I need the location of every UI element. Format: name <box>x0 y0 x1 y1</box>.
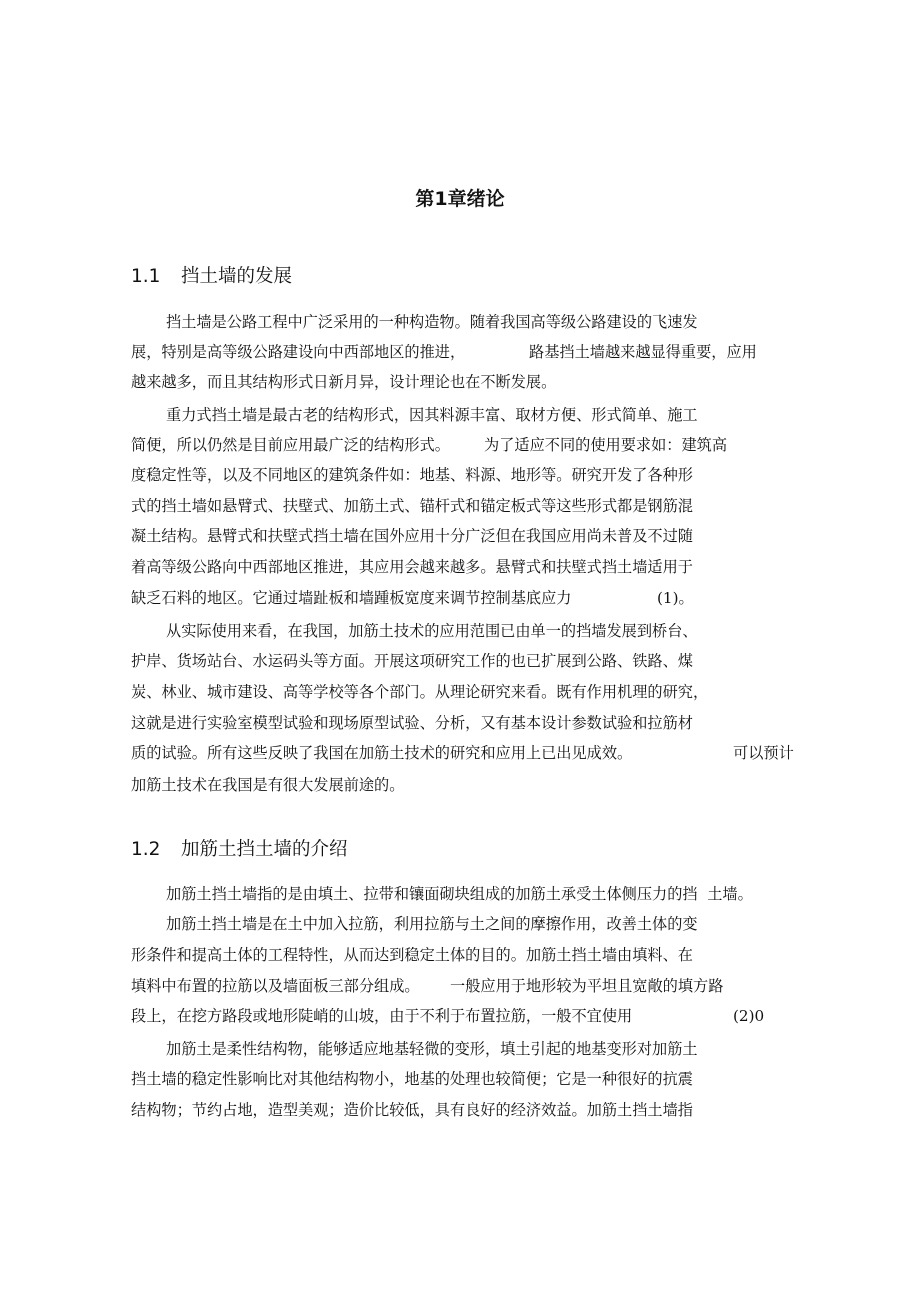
section-title: 加筋土挡土墙的介绍 <box>181 839 348 860</box>
paragraph-line: 从实际使用来看，在我国，加筋土技术的应用范围已由单一的挡墙发展到桥台、 <box>166 622 698 640</box>
paragraph-line: 路基挡土墙越来越显得重要，应用 <box>529 343 757 361</box>
paragraph-line: 填料中布置的拉筋以及墙面板三部分组成。 <box>131 977 420 995</box>
paragraph-line: 加筋土挡土墙是在土中加入拉筋，利用拉筋与土之间的摩擦作用，改善土体的变 <box>166 915 698 933</box>
paragraph-line: 加筋土挡土墙指的是由填土、拉带和镶面砌块组成的加筋土承受土体侧压力的挡 土墙。 <box>166 885 753 903</box>
paragraph-line: 一般应用于地形较为平坦且宽敞的填方路 <box>450 977 724 995</box>
paragraph-line: 度稳定性等，以及不同地区的建筑条件如：地基、料源、地形等。研究开发了各种形 <box>131 466 693 484</box>
citation: (2)0 <box>733 1007 765 1025</box>
paragraph-line: 越来越多，而且其结构形式日新月异，设计理论也在不断发展。 <box>131 373 557 391</box>
paragraph-line: 挡土墙是公路工程中广泛采用的一种构造物。随着我国高等级公路建设的飞速发 <box>166 313 698 331</box>
paragraph-line: 可以预计 <box>733 744 794 762</box>
paragraph-line: 着高等级公路向中西部地区推进，其应用会越来越多。悬臂式和扶壁式挡土墙适用于 <box>131 558 693 576</box>
paragraph-line: 简便，所以仍然是目前应用最广泛的结构形式。 <box>131 436 450 454</box>
paragraph-line: 护岸、货场站台、水运码头等方面。开展这项研究工作的也已扩展到公路、铁路、煤 <box>131 652 693 670</box>
paragraph-line: 炭、林业、城市建设、高等学校等各个部门。从理论研究来看。既有作用机理的研究， <box>131 683 709 701</box>
paragraph-line: 凝土结构。悬臂式和扶壁式挡土墙在国外应用十分广泛但在我国应用尚未普及不过随 <box>131 527 693 545</box>
citation: (1)。 <box>657 589 694 607</box>
paragraph-line: 形条件和提高土体的工程特性，从而达到稳定土体的目的。加筋土挡土墙由填料、在 <box>131 946 693 964</box>
paragraph-line: 质的试验。所有这些反映了我国在加筋土技术的研究和应用上已出见成效。 <box>131 744 633 762</box>
paragraph-line: 段上，在挖方路段或地形陡峭的山坡，由于不利于布置拉筋，一般不宜使用 <box>131 1007 633 1025</box>
section-number: 1.2 <box>131 839 161 860</box>
paragraph-line: 结构物；节约占地，造型美观；造价比较低，具有良好的经济效益。加筋土挡土墙指 <box>131 1101 693 1119</box>
paragraph-line: 重力式挡土墙是最古老的结构形式，因其料源丰富、取材方便、形式简单、施工 <box>166 406 698 424</box>
chapter-title: 第1章绪论 <box>415 188 505 210</box>
section-number: 1.1 <box>131 266 161 287</box>
section-title: 挡土墙的发展 <box>181 266 293 287</box>
paragraph-line: 挡土墙的稳定性影响比对其他结构物小，地基的处理也较简便；它是一种很好的抗震 <box>131 1070 693 1088</box>
paragraph-line: 缺乏石料的地区。它通过墙趾板和墙踵板宽度来调节控制基底应力 <box>131 589 572 607</box>
section-heading-1-1 <box>131 262 292 288</box>
paragraph-line: 这就是进行实验室模型试验和现场原型试验、分析，又有基本设计参数试验和拉筋材 <box>131 714 693 732</box>
paragraph-line: 加筋土技术在我国是有很大发展前途的。 <box>131 776 405 794</box>
section-heading-1-2 <box>131 835 348 861</box>
paragraph-line: 加筋土是柔性结构物，能够适应地基轻微的变形，填土引起的地基变形对加筋土 <box>166 1040 698 1058</box>
paragraph-line: 展，特别是高等级公路建设向中西部地区的推进， <box>131 343 466 361</box>
paragraph-line: 式的挡土墙如悬臂式、扶壁式、加筋土式、锚杆式和锚定板式等这些形式都是钢筋混 <box>131 497 693 515</box>
paragraph-line: 为了适应不同的使用要求如：建筑高 <box>484 436 727 454</box>
